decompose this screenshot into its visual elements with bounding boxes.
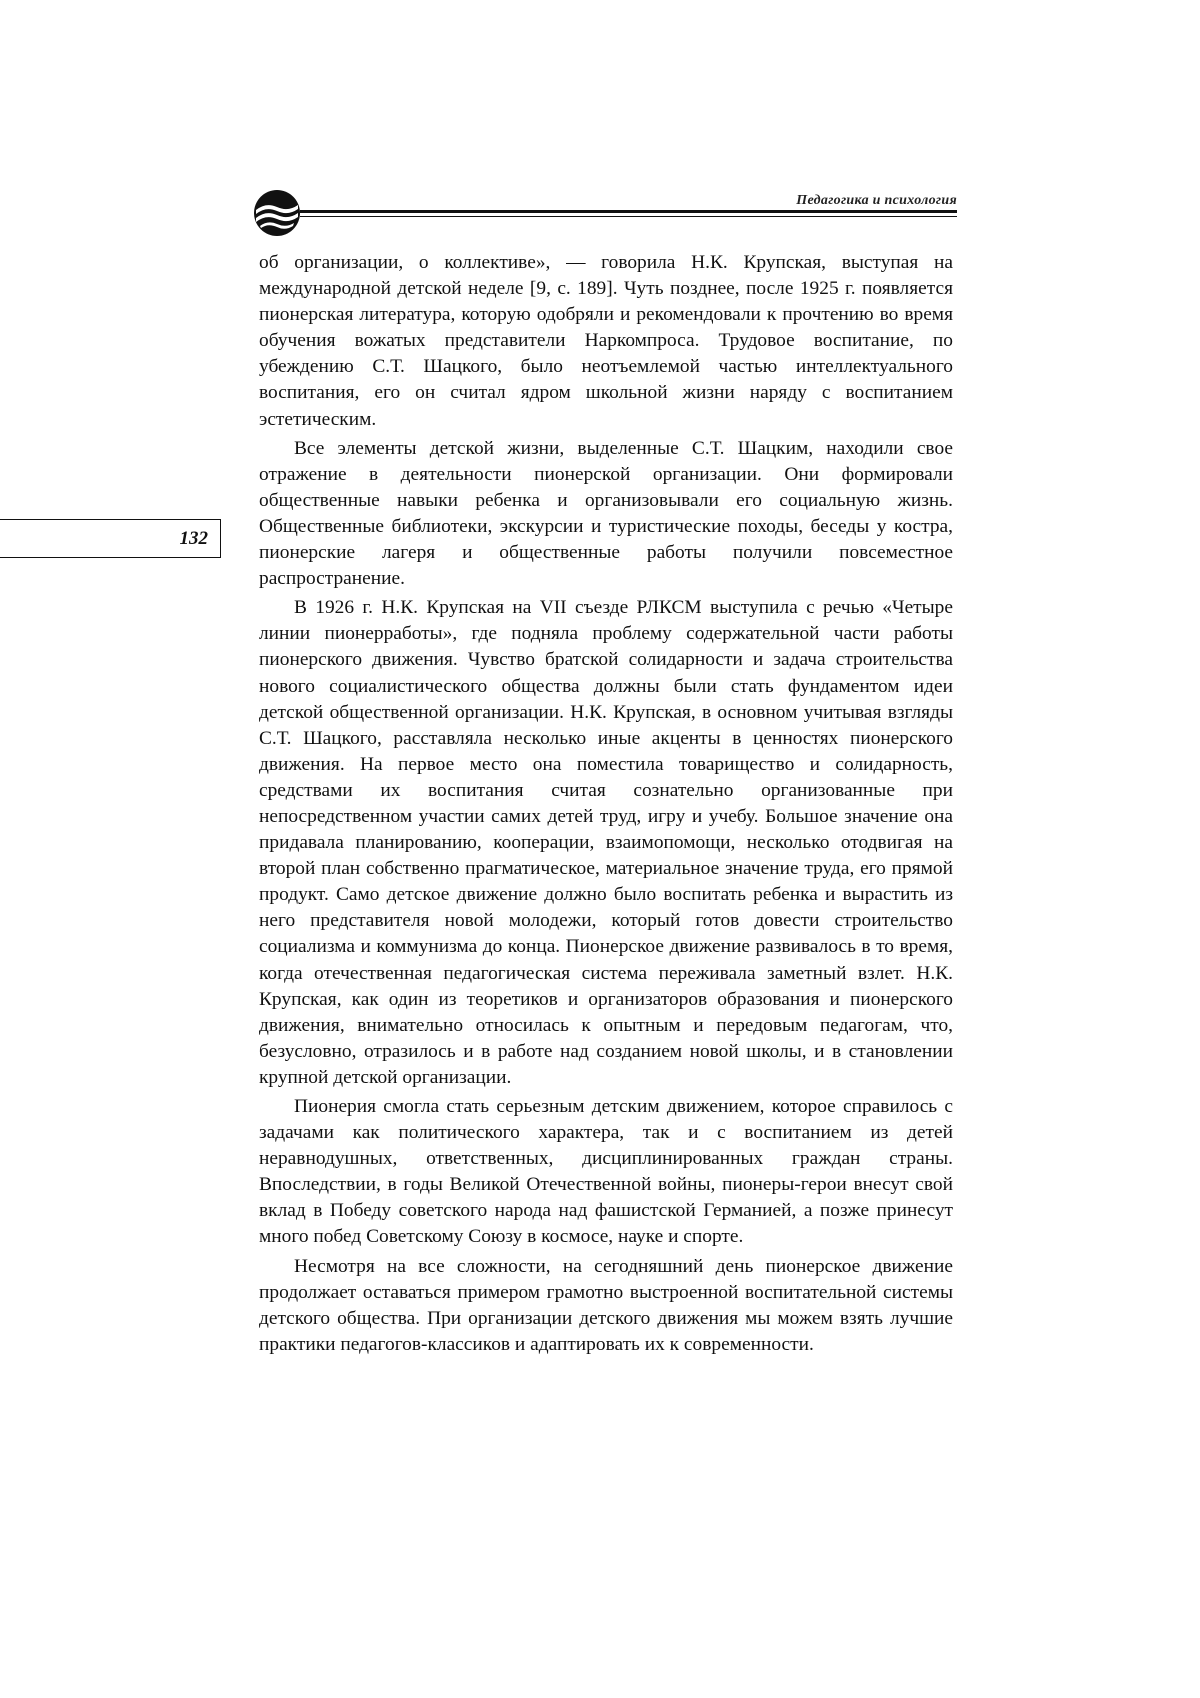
paragraph: Все элементы детской жизни, выделенные С.Т. Шацким, находили свое отражение в деятельности пионерской организации. Они формировали общественные навыки ребенка и организовывали его социальную жизнь. Общественные библиотеки, экскурсии и туристические походы, беседы у костра, пионерские лагеря и общественные работы получили повсеместное распространение. bbox=[259, 437, 953, 590]
paragraph: об организации, о коллективе», — говорила Н.К. Крупская, выступая на международной детской неделе [9, с. 189]. Чуть позднее, после 1925 г. появляется пионерская литература, которую одобряли и рекомендовали к прочтению во время обучения вожатых представители Наркомпроса. Трудовое воспитание, по убеждению С.Т. Шацкого, было неотъемлемой частью интеллектуального воспитания, его он считал ядром школьной жизни наряду с воспитанием эстетическим. bbox=[259, 252, 953, 430]
page-number: 132 bbox=[179, 528, 208, 549]
page-number-box bbox=[0, 519, 221, 558]
paragraph: Пионерия смогла стать серьезным детским движением, которое справилось с задачами как политического характера, так и с воспитанием из детей неравнодушных, ответственных, дисциплинированных граждан страны. Впоследствии, в годы Великой Отечественной войны, пионеры-герои внесут свой вклад в Победу советского народа над фашистской Германией, а позже принесут много побед Советскому Союзу в космосе, науке и спорте. bbox=[259, 1096, 953, 1248]
wave-sun-emblem-icon bbox=[252, 188, 302, 238]
article-body bbox=[259, 250, 953, 1358]
running-header-title: Педагогика и психология bbox=[796, 193, 957, 208]
header-rule-thick bbox=[300, 210, 957, 213]
paragraph: В 1926 г. Н.К. Крупская на VII съезде РЛКСМ выступила с речью «Четыре линии пионерработы», где подняла проблему содержательной части работы пионерского движения. Чувство братской солидарности и задача строительства нового социалистического общества должны были стать фундаментом идеи детской общественной организации. Н.К. Крупская, в основном учитывая взгляды С.Т. Шацкого, расставляла несколько иные акценты в ценностях пионерского движения. На первое место она поместила товарищество и солидарность, средствами их воспитания считая сознательно организованные при непосредственном участии самих детей труд, игру и учебу. Большое значение она придавала планированию, кооперации, взаимопомощи, несколько отодвигая на второй план собственно прагматическое, материальное значение труда, его прямой продукт. Само детское движение должно было воспитать ребенка и вырастить из него представителя новой молодежи, который готов довести строительство социализма и коммунизма до конца. Пионерское движение развивалось в то время, когда отечественная педагогическая система переживала заметный взлет. Н.К. Крупская, как один из теоретиков и организаторов образования и пионерского движения, внимательно относилась к опытным и передовым педагогам, что, безусловно, отразилось и в работе над созданием новой школы, и в становлении крупной детской организации. bbox=[259, 597, 953, 1088]
paragraph: Несмотря на все сложности, на сегодняшний день пионерское движение продолжает оставаться примером грамотно выстроенной воспитательной системы детского общества. При организации детского движения мы можем взять лучшие практики педагогов-классиков и адаптировать их к современности. bbox=[259, 1255, 953, 1355]
header-rule-thin bbox=[300, 216, 957, 217]
